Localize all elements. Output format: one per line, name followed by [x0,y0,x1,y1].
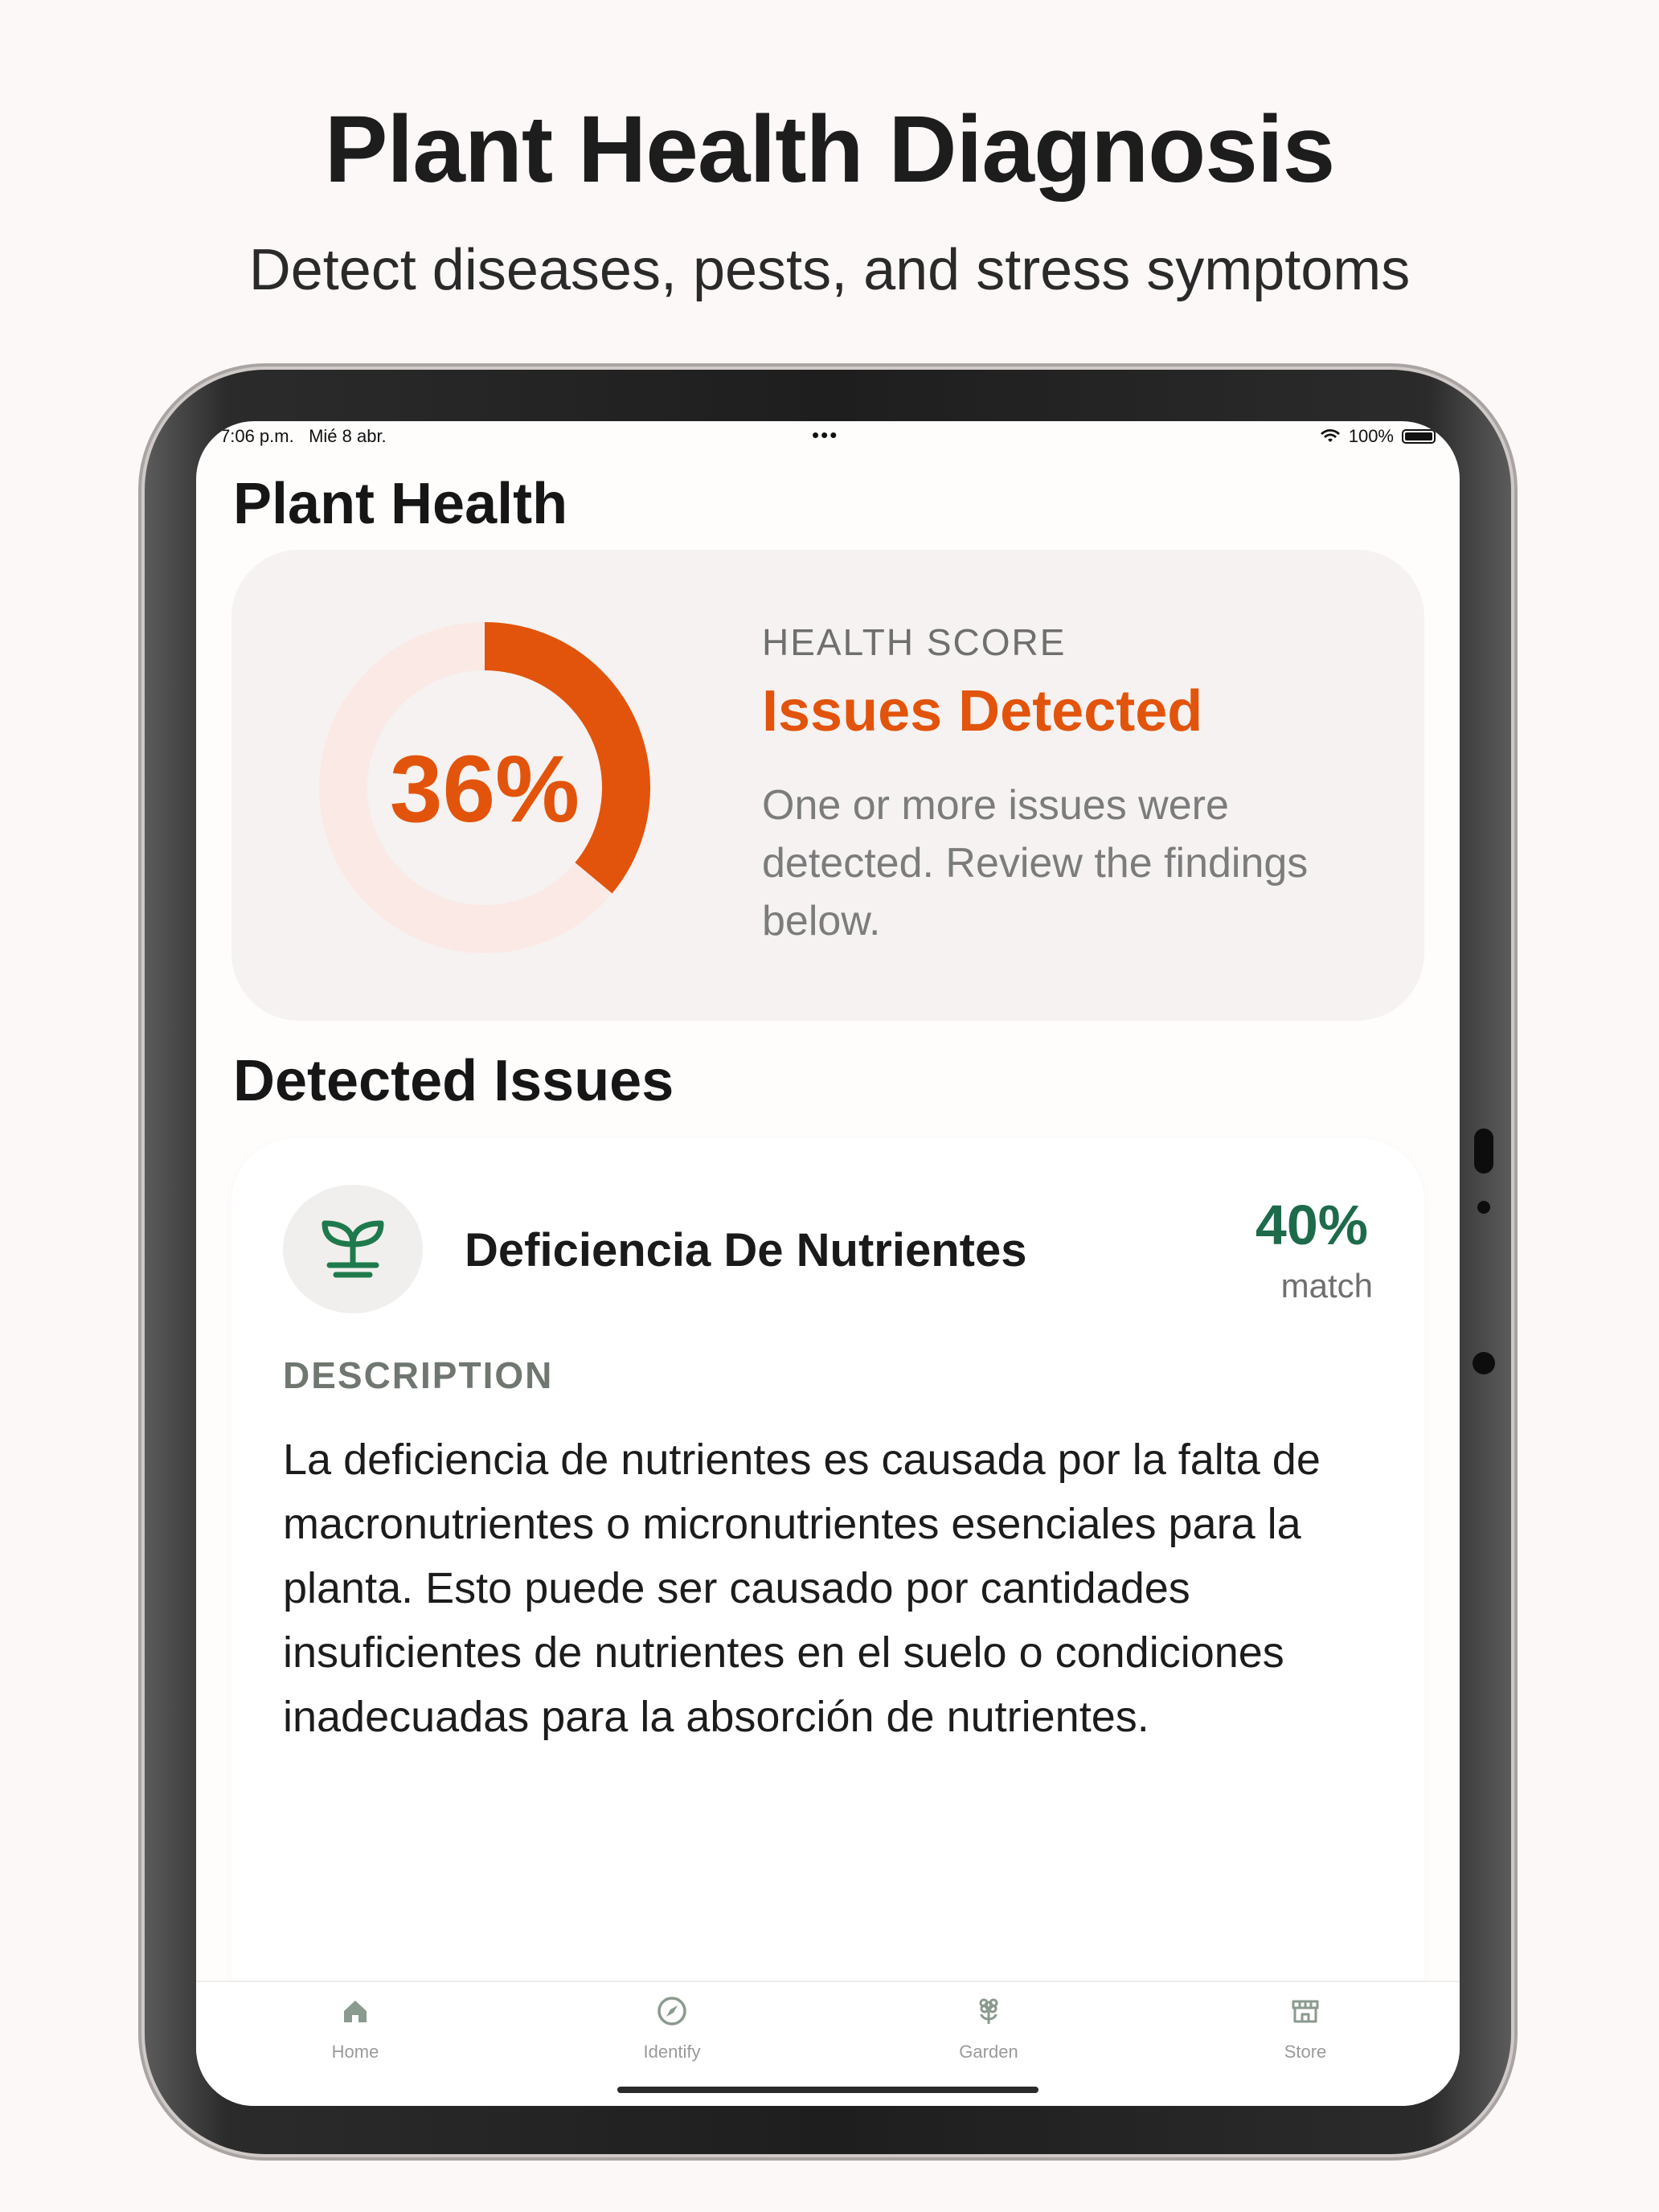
issue-match-percent: 40% [1255,1194,1368,1256]
wifi-icon [1320,429,1341,444]
sprout-icon [317,1217,389,1281]
issue-name: Deficiencia De Nutrientes [465,1224,1027,1276]
home-indicator[interactable] [617,2087,1038,2093]
health-score-value: 36% [389,736,580,842]
battery-icon [1402,429,1436,444]
issue-description: La deficiencia de nutrientes es causada por la falta de macronutrientes o micronutrientes esenciales para la planta. Esto puede ser causado por cantidades insuficientes de nutrientes en el suelo o condiciones inadecuadas para la absorción de nutrientes. [283,1436,1321,1741]
tab-garden-label: Garden [959,2042,1018,2062]
status-right [1320,426,1436,447]
health-score-label: HEALTH SCORE [762,621,1067,663]
detected-issues-title: Detected Issues [233,1049,674,1113]
home-icon [339,1995,371,2027]
flower-icon [973,1995,1005,2027]
health-score-donut [307,619,662,956]
status-time: 7:06 p.m. Mié 8 abr. [220,426,387,446]
multitask-dots-icon[interactable]: ••• [812,423,839,447]
app-screen [196,421,1460,2106]
tab-identify-label: Identify [643,2042,701,2062]
battery-percent: 100% [1348,426,1394,446]
tab-garden[interactable] [908,1995,1069,2062]
issue-match-label: match [1280,1267,1373,1305]
issue-card[interactable] [231,1138,1424,2106]
tab-home-label: Home [331,2042,379,2062]
side-camera [1477,1201,1490,1214]
description-label: DESCRIPTION [283,1354,554,1396]
tab-store-label: Store [1284,2042,1327,2062]
side-sensor [1473,1352,1495,1374]
health-status: Issues Detected [762,679,1203,743]
tab-identify[interactable] [592,1995,752,2062]
tab-home[interactable] [275,1995,436,2062]
side-button [1474,1129,1493,1174]
tab-store[interactable] [1225,1995,1386,2062]
hero-title: Plant Health Diagnosis [324,96,1335,203]
store-icon [1289,1995,1321,2027]
page-title: Plant Health [233,472,568,536]
compass-icon [656,1995,688,2027]
status-bar [196,421,1460,455]
status-date: Mié 8 abr. [309,426,387,446]
health-score-card [231,550,1424,1021]
health-description: One or more issues were detected. Review the findings below. [762,782,1309,944]
issue-icon-circle [283,1185,423,1313]
hero-subtitle: Detect diseases, pests, and stress symptoms [248,238,1411,302]
